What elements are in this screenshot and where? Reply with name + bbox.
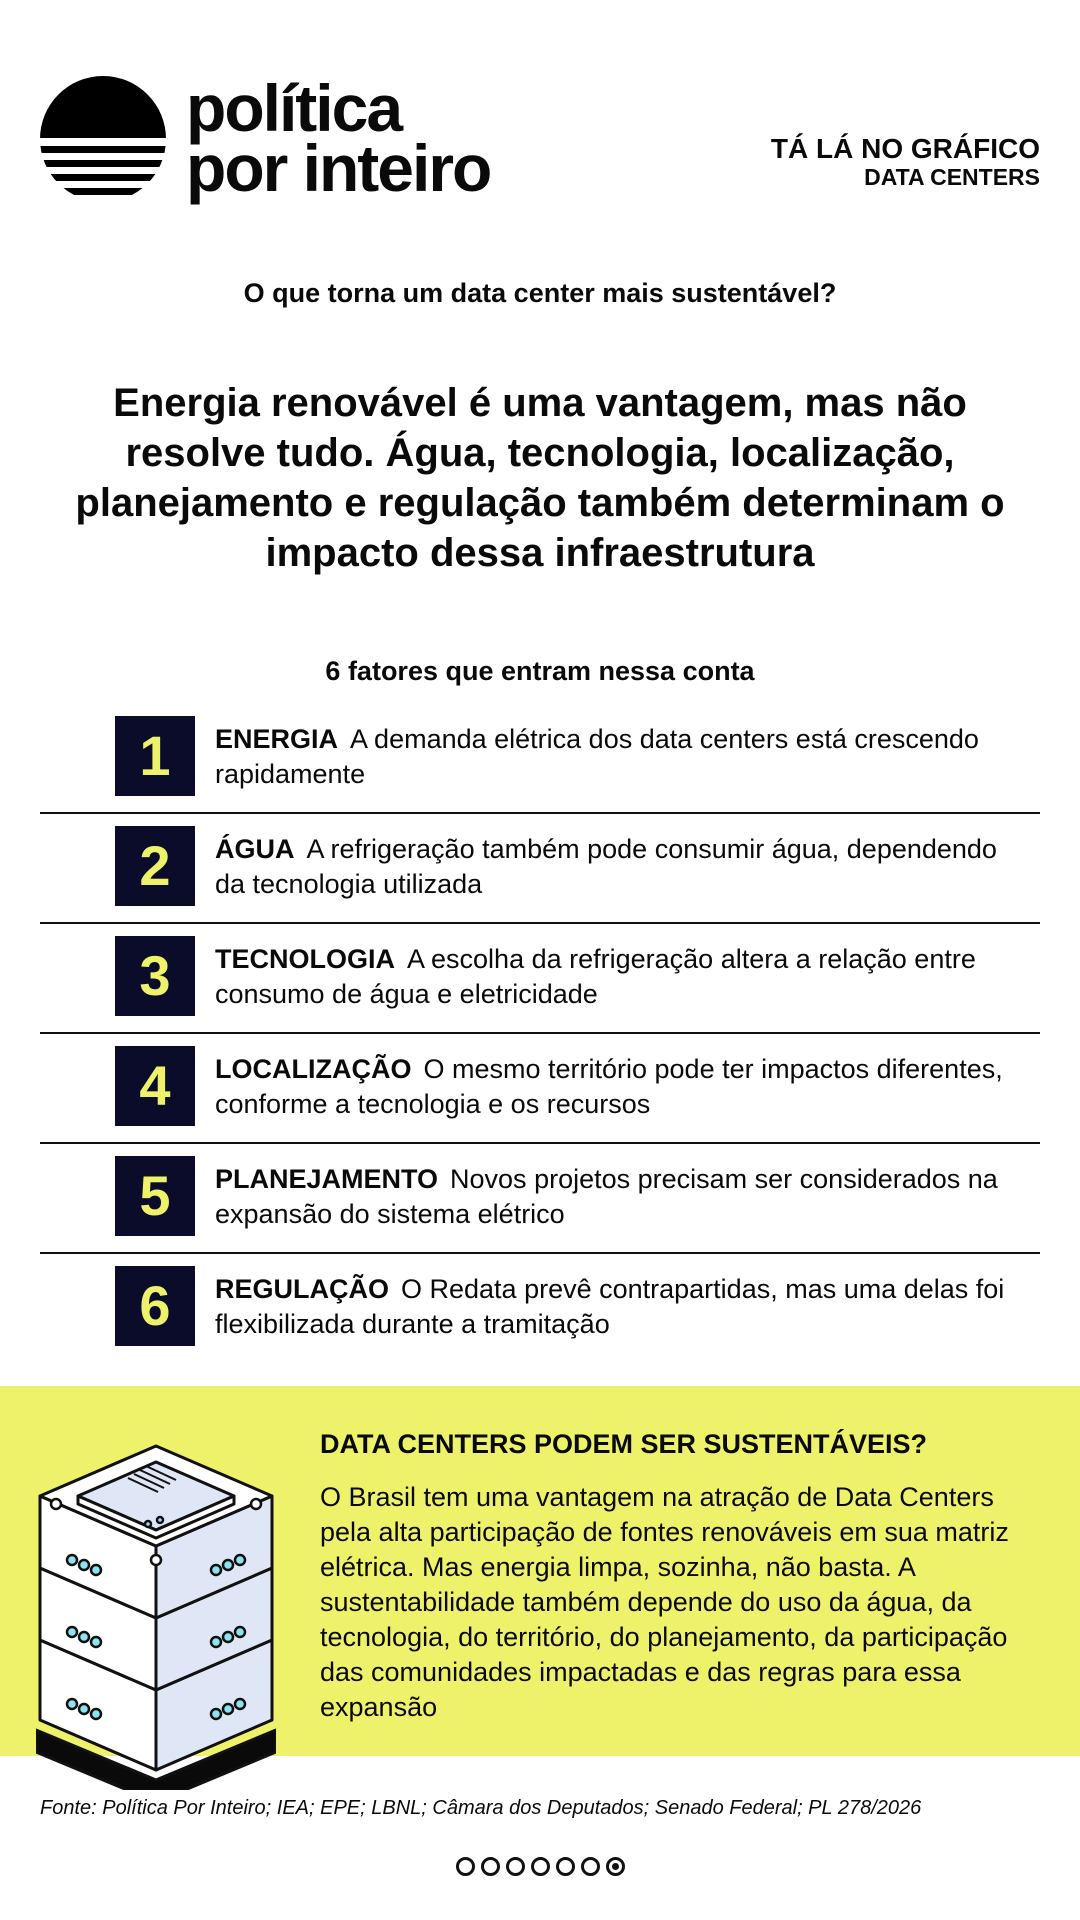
section-tag-line-1: TÁ LÁ NO GRÁFICO — [770, 133, 1040, 164]
factor-description: A refrigeração também pode consumir água, dependendo da tecnologia utilizada — [215, 834, 997, 899]
factor-number-badge: 4 — [115, 1046, 195, 1126]
page-dot[interactable] — [531, 1857, 550, 1876]
section-tag-line-2: DATA CENTERS — [864, 164, 1040, 190]
factor-item — [40, 924, 1040, 1034]
factor-number-badge: 2 — [115, 826, 195, 906]
factor-text — [215, 722, 1015, 792]
panel-text: O Brasil tem uma vantagem na atração de Data Centers pela alta participação de fontes renováveis em sua matriz elétrica. Mas energia limpa, sozinha, não basta. A sustentabilidade também depende do uso da água, da tecnologia, do território, do planejamento, da participação das comunidades impactadas e das regras para essa expansão — [320, 1482, 1009, 1722]
server-stack-icon — [36, 1400, 276, 1790]
factor-text — [215, 832, 1015, 902]
source-note: Fonte: Política Por Inteiro; IEA; EPE; LBNL; Câmara dos Deputados; Senado Federal; PL 278/2026 — [40, 1797, 922, 1819]
page-dot[interactable] — [481, 1857, 500, 1876]
factor-description: O mesmo território pode ter impactos diferentes, conforme a tecnologia e os recursos — [215, 1054, 1003, 1119]
pagination — [0, 1857, 1080, 1876]
factor-text — [215, 1052, 1015, 1122]
factor-item — [40, 1144, 1040, 1254]
factor-label: LOCALIZAÇÃO — [215, 1054, 412, 1084]
factors-list — [40, 704, 1040, 1364]
factor-description: O Redata prevê contrapartidas, mas uma delas foi flexibilizada durante a tramitação — [215, 1274, 1005, 1339]
factor-item — [40, 704, 1040, 814]
factor-label: ÁGUA — [215, 834, 295, 864]
factor-label: TECNOLOGIA — [215, 944, 395, 974]
page-dot[interactable] — [506, 1857, 525, 1876]
factor-description: A escolha da refrigeração altera a relação entre consumo de água e eletricidade — [215, 944, 976, 1009]
header — [40, 71, 1040, 206]
factor-text — [215, 1162, 1015, 1232]
headline: Energia renovável é uma vantagem, mas não resolve tudo. Água, tecnologia, localização, planejamento e regulação também determinam o impacto dessa infraestrutura — [75, 381, 1005, 575]
factor-text — [215, 1272, 1015, 1342]
page-dot[interactable] — [456, 1857, 475, 1876]
factor-number-badge: 5 — [115, 1156, 195, 1236]
factor-label: ENERGIA — [215, 724, 339, 754]
factor-item — [40, 1034, 1040, 1144]
factors-title: 6 fatores que entram nessa conta — [325, 656, 755, 686]
factor-label: REGULAÇÃO — [215, 1274, 389, 1304]
logo-sun-icon — [40, 76, 166, 202]
page-dot[interactable] — [556, 1857, 575, 1876]
factor-number-badge: 6 — [115, 1266, 195, 1346]
panel-title: DATA CENTERS PODEM SER SUSTENTÁVEIS? — [320, 1429, 928, 1459]
factor-label: PLANEJAMENTO — [215, 1164, 439, 1194]
factor-item — [40, 814, 1040, 924]
factor-item — [40, 1254, 1040, 1364]
page-dot-active[interactable] — [606, 1857, 625, 1876]
question: O que torna um data center mais sustentável? — [243, 278, 837, 308]
factor-number-badge: 3 — [115, 936, 195, 1016]
factor-text — [215, 942, 1015, 1012]
factor-number-badge: 1 — [115, 716, 195, 796]
factor-description: A demanda elétrica dos data centers está crescendo rapidamente — [215, 724, 979, 789]
brand-line-1: política — [186, 71, 402, 145]
page-dot[interactable] — [581, 1857, 600, 1876]
section-tag — [771, 134, 1040, 190]
factor-description: Novos projetos precisam ser considerados na expansão do sistema elétrico — [215, 1164, 998, 1229]
brand-logo-text — [186, 71, 491, 205]
brand-line-2: por inteiro — [186, 131, 491, 205]
